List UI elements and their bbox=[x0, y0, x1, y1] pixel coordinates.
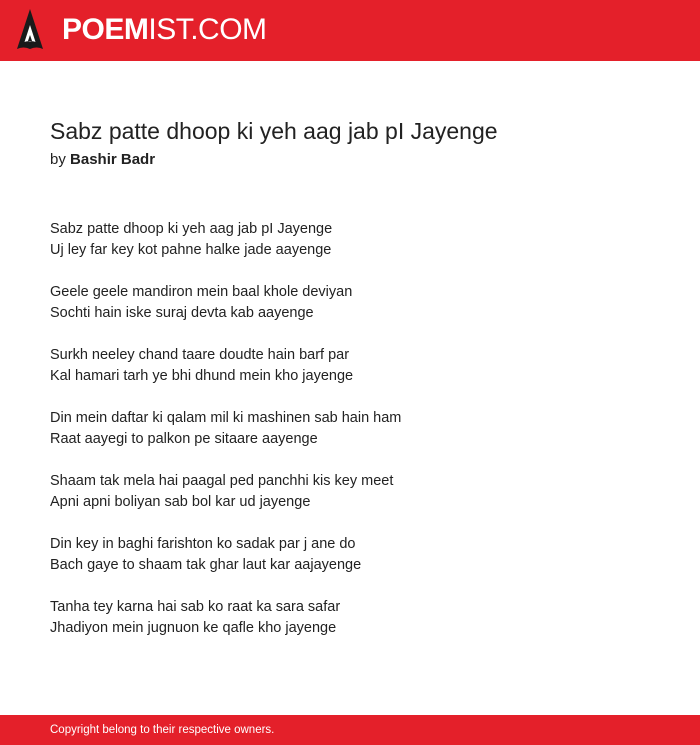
stanza bbox=[50, 471, 660, 513]
stanza bbox=[50, 408, 660, 450]
poem-line: Shaam tak mela hai paagal ped panchhi kis key meet bbox=[50, 473, 394, 489]
stanza bbox=[50, 219, 660, 261]
stanza bbox=[50, 534, 660, 576]
site-header bbox=[0, 0, 700, 61]
poem-line: Apni apni boliyan sab bol kar ud jayenge bbox=[50, 494, 311, 510]
poem-line: Bach gaye to shaam tak ghar laut kar aajayenge bbox=[50, 557, 362, 573]
brand-light: IST.COM bbox=[148, 13, 267, 46]
poem-title: Sabz patte dhoop ki yeh aag jab pI Jayenge bbox=[50, 118, 498, 144]
pencil-tip-icon[interactable] bbox=[17, 9, 43, 51]
poem-line: Raat aayegi to palkon pe sitaare aayenge bbox=[50, 431, 318, 447]
stanza bbox=[50, 282, 660, 324]
copyright-text: Copyright belong to their respective owners. bbox=[50, 724, 275, 736]
poem-line: Kal hamari tarh ye bhi dhund mein kho jayenge bbox=[50, 368, 354, 384]
poem-line: Uj ley far key kot pahne halke jade aayenge bbox=[50, 242, 332, 258]
author-name: Bashir Badr bbox=[70, 151, 156, 168]
site-logo-text[interactable] bbox=[62, 13, 267, 47]
poem-line: Din mein daftar ki qalam mil ki mashinen sab hain ham bbox=[50, 410, 402, 426]
site-footer bbox=[0, 715, 700, 745]
stanza bbox=[50, 345, 660, 387]
poem-line: Tanha tey karna hai sab ko raat ka sara safar bbox=[50, 599, 341, 615]
poem-line: Sabz patte dhoop ki yeh aag jab pI Jayenge bbox=[50, 221, 333, 237]
poem-line: Geele geele mandiron mein baal khole deviyan bbox=[50, 284, 353, 300]
poem-content bbox=[50, 116, 660, 660]
poem-line: Surkh neeley chand taare doudte hain barf par bbox=[50, 347, 350, 363]
poem-line: Din key in baghi farishton ko sadak par j ane do bbox=[50, 536, 356, 552]
poem-line: Jhadiyon mein jugnuon ke qafle kho jayenge bbox=[50, 620, 337, 636]
brand-bold: POEM bbox=[62, 13, 149, 46]
poem-line: Sochti hain iske suraj devta kab aayenge bbox=[50, 305, 314, 321]
stanza bbox=[50, 597, 660, 639]
poem-body bbox=[50, 219, 660, 639]
byline bbox=[50, 150, 660, 170]
by-label: by bbox=[50, 151, 66, 168]
